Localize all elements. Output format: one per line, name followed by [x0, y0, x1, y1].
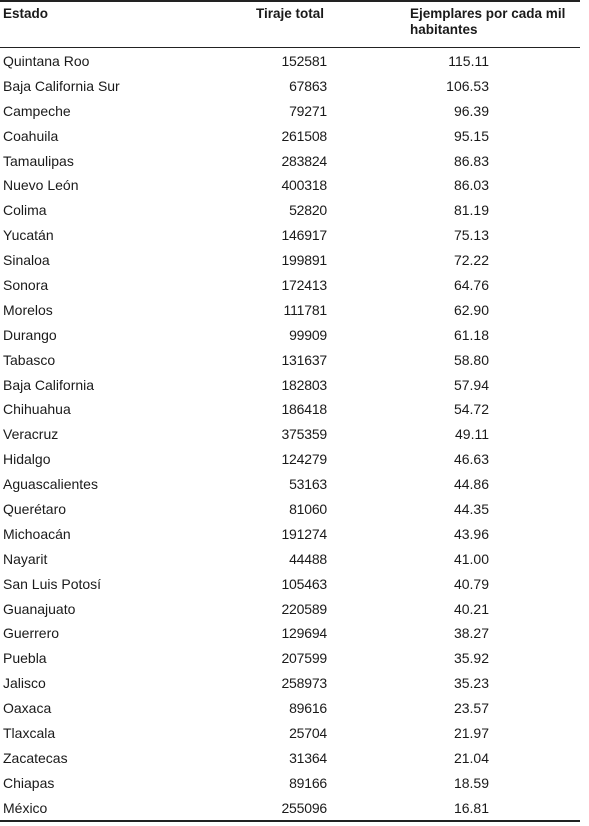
cell-ejemplares: 72.22 [453, 252, 489, 269]
cell-tiraje: 220589 [281, 600, 327, 617]
table-row [0, 547, 589, 572]
cell-estado: San Luis Potosí [3, 575, 102, 592]
table-row [0, 248, 589, 273]
table-row [0, 572, 589, 597]
cell-estado: Durango [3, 326, 57, 343]
cell-ejemplares: 57.94 [453, 376, 489, 393]
cell-tiraje: 25704 [289, 725, 327, 742]
cell-ejemplares: 44.35 [453, 501, 489, 518]
table-row [0, 124, 589, 149]
cell-tiraje: 207599 [281, 650, 327, 667]
table-row [0, 646, 589, 671]
table-row [0, 422, 589, 447]
cell-tiraje: 81060 [289, 501, 327, 518]
cell-ejemplares: 95.15 [453, 127, 489, 144]
cell-ejemplares: 54.72 [453, 401, 489, 418]
cell-estado: Quintana Roo [3, 53, 90, 69]
table-row [0, 99, 589, 124]
cell-ejemplares: 38.27 [453, 625, 489, 642]
cell-estado: Campeche [3, 102, 71, 119]
cell-tiraje: 400318 [281, 177, 327, 194]
top-rule [0, 0, 580, 2]
cell-ejemplares: 44.86 [453, 476, 489, 493]
table-body [0, 49, 589, 821]
cell-tiraje: 199891 [281, 252, 327, 269]
cell-ejemplares: 62.90 [453, 301, 489, 318]
table-row [0, 771, 589, 796]
cell-tiraje: 186418 [281, 401, 327, 418]
cell-estado: Guerrero [3, 625, 60, 642]
cell-tiraje: 105463 [281, 575, 327, 592]
header-rule [0, 47, 580, 48]
bottom-rule [0, 820, 580, 822]
cell-tiraje: 261508 [281, 127, 327, 144]
cell-ejemplares: 43.96 [453, 525, 489, 542]
cell-tiraje: 191274 [281, 525, 327, 542]
cell-ejemplares: 23.57 [453, 700, 489, 717]
cell-estado: Chiapas [3, 774, 55, 791]
cell-tiraje: 152581 [281, 53, 327, 69]
cell-tiraje: 99909 [289, 326, 327, 343]
table-row [0, 621, 589, 646]
table-row [0, 273, 589, 298]
cell-estado: Guanajuato [3, 600, 76, 617]
cell-estado: Veracruz [3, 426, 59, 443]
table-row [0, 298, 589, 323]
cell-ejemplares: 58.80 [453, 351, 489, 368]
cell-tiraje: 146917 [281, 227, 327, 244]
cell-estado: Yucatán [3, 227, 54, 244]
cell-tiraje: 124279 [281, 451, 327, 468]
cell-estado: Baja California [3, 376, 95, 393]
cell-tiraje: 283824 [281, 152, 327, 169]
table-row [0, 348, 589, 373]
table-row [0, 223, 589, 248]
table-row [0, 721, 589, 746]
header-tiraje: Tiraje total [256, 6, 325, 21]
cell-estado: Nuevo León [3, 177, 79, 194]
table-row [0, 397, 589, 422]
table-row [0, 497, 589, 522]
cell-estado: Tabasco [3, 351, 56, 368]
cell-estado: Morelos [3, 301, 53, 318]
table-row [0, 671, 589, 696]
table-row [0, 472, 589, 497]
header-estado: Estado [3, 6, 49, 21]
cell-ejemplares: 41.00 [453, 550, 489, 567]
cell-tiraje: 258973 [281, 675, 327, 692]
cell-ejemplares: 16.81 [453, 799, 489, 816]
table-row [0, 522, 589, 547]
cell-estado: Baja California Sur [3, 77, 120, 94]
cell-ejemplares: 61.18 [453, 326, 489, 343]
table-row [0, 198, 589, 223]
cell-ejemplares: 35.92 [453, 650, 489, 667]
table-row [0, 696, 589, 721]
cell-estado: Sinaloa [3, 252, 50, 269]
cell-tiraje: 375359 [281, 426, 327, 443]
table-header [0, 6, 589, 46]
cell-tiraje: 44488 [289, 550, 327, 567]
cell-estado: Chihuahua [3, 401, 71, 418]
cell-estado: Querétaro [3, 501, 67, 518]
cell-ejemplares: 21.04 [453, 749, 489, 766]
table-row [0, 597, 589, 622]
cell-estado: Jalisco [3, 675, 46, 692]
cell-tiraje: 111781 [283, 301, 327, 318]
cell-ejemplares: 21.97 [453, 725, 489, 742]
cell-ejemplares: 115.11 [448, 53, 489, 69]
cell-ejemplares: 86.83 [453, 152, 489, 169]
cell-ejemplares: 46.63 [453, 451, 489, 468]
cell-ejemplares: 106.53 [446, 77, 489, 94]
cell-ejemplares: 81.19 [453, 202, 489, 219]
cell-tiraje: 129694 [281, 625, 327, 642]
cell-tiraje: 53163 [289, 476, 327, 493]
cell-ejemplares: 96.39 [453, 102, 489, 119]
cell-ejemplares: 35.23 [453, 675, 489, 692]
cell-ejemplares: 75.13 [453, 227, 489, 244]
cell-estado: Puebla [3, 650, 47, 667]
cell-tiraje: 131637 [281, 351, 327, 368]
cell-estado: Colima [3, 202, 47, 219]
cell-tiraje: 31364 [289, 749, 327, 766]
cell-estado: México [3, 799, 48, 816]
cell-estado: Tamaulipas [3, 152, 74, 169]
table-row [0, 447, 589, 472]
table-row [0, 49, 589, 74]
table-row [0, 149, 589, 174]
cell-tiraje: 67863 [289, 77, 327, 94]
cell-estado: Coahuila [3, 127, 59, 144]
cell-ejemplares: 40.79 [453, 575, 489, 592]
cell-ejemplares: 64.76 [453, 277, 489, 294]
cell-ejemplares: 40.21 [453, 600, 489, 617]
header-ejemplares: Ejemplares por cada mil habitantes [410, 6, 566, 37]
table-row [0, 796, 589, 821]
table-row [0, 74, 589, 99]
cell-estado: Nayarit [3, 550, 48, 567]
cell-estado: Sonora [3, 277, 49, 294]
cell-ejemplares: 49.11 [455, 426, 489, 443]
cell-tiraje: 89166 [289, 774, 327, 791]
cell-estado: Michoacán [3, 525, 71, 542]
table-row [0, 373, 589, 398]
cell-ejemplares: 86.03 [453, 177, 489, 194]
cell-tiraje: 255096 [281, 799, 327, 816]
cell-estado: Oaxaca [3, 700, 52, 717]
cell-tiraje: 52820 [289, 202, 327, 219]
cell-estado: Tlaxcala [3, 725, 56, 742]
table-row [0, 323, 589, 348]
cell-tiraje: 79271 [289, 102, 327, 119]
cell-estado: Zacatecas [3, 749, 68, 766]
table-row [0, 173, 589, 198]
cell-ejemplares: 18.59 [453, 774, 489, 791]
cell-tiraje: 182803 [281, 376, 327, 393]
cell-tiraje: 172413 [281, 277, 327, 294]
cell-estado: Hidalgo [3, 451, 51, 468]
cell-estado: Aguascalientes [3, 476, 98, 493]
cell-tiraje: 89616 [289, 700, 327, 717]
table-row [0, 746, 589, 771]
